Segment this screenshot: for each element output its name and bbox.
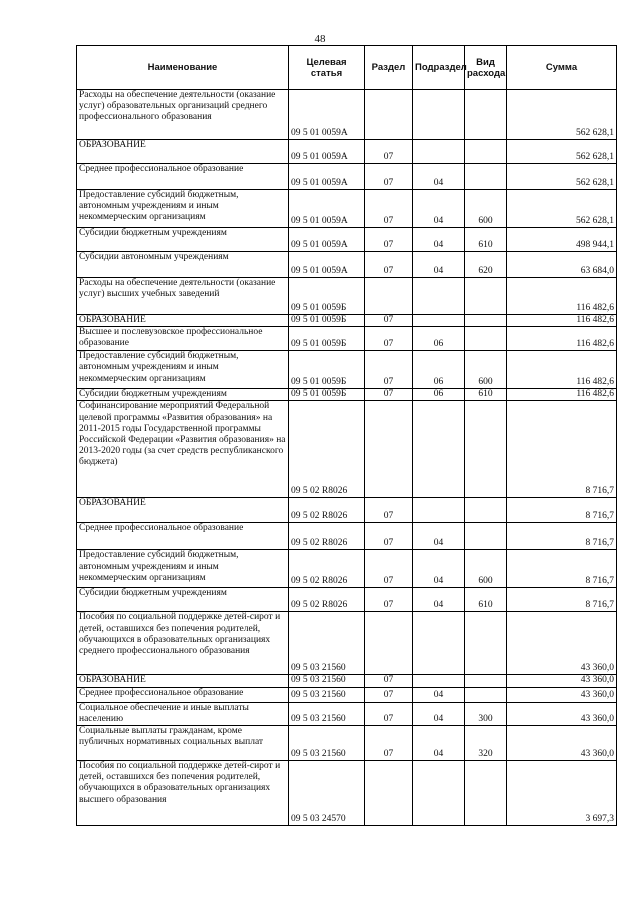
row-subsection: 04 bbox=[413, 190, 465, 228]
row-expense-type: 320 bbox=[465, 726, 507, 761]
row-target: 09 5 01 0059Б bbox=[289, 315, 365, 327]
row-target: 09 5 03 21560 bbox=[289, 702, 365, 725]
row-expense-type bbox=[465, 278, 507, 315]
row-section bbox=[365, 401, 413, 498]
row-subsection: 04 bbox=[413, 164, 465, 190]
table-row bbox=[77, 761, 617, 826]
row-expense-type bbox=[465, 523, 507, 550]
table-row bbox=[77, 90, 617, 140]
row-target: 09 5 01 0059А bbox=[289, 140, 365, 164]
row-expense-type: 600 bbox=[465, 351, 507, 389]
row-expense-type bbox=[465, 90, 507, 140]
row-name: Среднее профессиональное образование bbox=[77, 164, 289, 190]
table-row bbox=[77, 498, 617, 523]
table-row bbox=[77, 401, 617, 498]
row-name: Предоставление субсидий бюджетным, автономным учреждениям и иным некоммерческим организациям bbox=[77, 190, 289, 228]
row-section: 07 bbox=[365, 702, 413, 725]
table-row bbox=[77, 327, 617, 351]
row-name: Расходы на обеспечение деятельности (оказание услуг) образовательных организаций среднего профессионального образования bbox=[77, 90, 289, 140]
row-name: Субсидии автономным учреждениям bbox=[77, 252, 289, 278]
row-sum: 8 716,7 bbox=[507, 401, 617, 498]
table-row bbox=[77, 726, 617, 761]
row-expense-type: 610 bbox=[465, 228, 507, 252]
row-sum: 116 482,6 bbox=[507, 278, 617, 315]
row-sum: 116 482,6 bbox=[507, 327, 617, 351]
row-expense-type bbox=[465, 327, 507, 351]
row-section bbox=[365, 278, 413, 315]
row-expense-type bbox=[465, 675, 507, 687]
row-name: Субсидии бюджетным учреждениям bbox=[77, 389, 289, 401]
row-name: ОБРАЗОВАНИЕ bbox=[77, 675, 289, 687]
row-section: 07 bbox=[365, 252, 413, 278]
table-row bbox=[77, 550, 617, 588]
row-name: Среднее профессиональное образование bbox=[77, 523, 289, 550]
row-target: 09 5 01 0059А bbox=[289, 252, 365, 278]
row-sum: 43 360,0 bbox=[507, 675, 617, 687]
row-target: 09 5 02 R8026 bbox=[289, 498, 365, 523]
row-expense-type: 620 bbox=[465, 252, 507, 278]
row-name: Пособия по социальной поддержке детей-сирот и детей, оставшихся без попечения родителей, обучающихся в образовательных организациях высшего образования bbox=[77, 761, 289, 826]
header-name: Наименование bbox=[77, 46, 289, 90]
row-sum: 3 697,3 bbox=[507, 761, 617, 826]
row-sum: 116 482,6 bbox=[507, 351, 617, 389]
row-target: 09 5 01 0059А bbox=[289, 90, 365, 140]
row-section: 07 bbox=[365, 327, 413, 351]
row-sum: 116 482,6 bbox=[507, 315, 617, 327]
row-name: Пособия по социальной поддержке детей-сирот и детей, оставшихся без попечения родителей, обучающихся в образовательных организациях среднего профессионального образования bbox=[77, 612, 289, 675]
row-target: 09 5 02 R8026 bbox=[289, 401, 365, 498]
row-sum: 116 482,6 bbox=[507, 389, 617, 401]
row-target: 09 5 02 R8026 bbox=[289, 550, 365, 588]
row-subsection: 06 bbox=[413, 389, 465, 401]
table-row bbox=[77, 278, 617, 315]
row-subsection bbox=[413, 675, 465, 687]
row-target: 09 5 02 R8026 bbox=[289, 588, 365, 612]
table-row bbox=[77, 190, 617, 228]
row-name: Предоставление субсидий бюджетным, автономным учреждениям и иным некоммерческим организациям bbox=[77, 550, 289, 588]
row-subsection bbox=[413, 761, 465, 826]
row-name: ОБРАЗОВАНИЕ bbox=[77, 140, 289, 164]
row-name: Софинансирование мероприятий Федеральной целевой программы «Развития образования» на 2011-2015 годы Государственной программы Российской Федерации «Развития образования» на 2013-2020 годы (за счет средств республиканского бюджета) bbox=[77, 401, 289, 498]
row-expense-type bbox=[465, 761, 507, 826]
row-section: 07 bbox=[365, 588, 413, 612]
row-target: 09 5 01 0059Б bbox=[289, 327, 365, 351]
row-subsection: 04 bbox=[413, 687, 465, 702]
row-target: 09 5 01 0059Б bbox=[289, 278, 365, 315]
row-sum: 43 360,0 bbox=[507, 687, 617, 702]
row-sum: 43 360,0 bbox=[507, 702, 617, 725]
table-header-row bbox=[77, 46, 617, 90]
row-section: 07 bbox=[365, 389, 413, 401]
row-name: ОБРАЗОВАНИЕ bbox=[77, 315, 289, 327]
row-subsection: 04 bbox=[413, 702, 465, 725]
row-expense-type: 610 bbox=[465, 588, 507, 612]
row-subsection bbox=[413, 90, 465, 140]
row-section bbox=[365, 612, 413, 675]
table-row bbox=[77, 164, 617, 190]
table-row bbox=[77, 315, 617, 327]
row-subsection: 06 bbox=[413, 327, 465, 351]
row-expense-type bbox=[465, 140, 507, 164]
row-name: Расходы на обеспечение деятельности (оказание услуг) высших учебных заведений bbox=[77, 278, 289, 315]
row-target: 09 5 01 0059А bbox=[289, 228, 365, 252]
row-target: 09 5 03 21560 bbox=[289, 687, 365, 702]
row-subsection: 04 bbox=[413, 252, 465, 278]
row-sum: 562 628,1 bbox=[507, 90, 617, 140]
table-row bbox=[77, 140, 617, 164]
header-expense-type: Вид расхода bbox=[465, 46, 507, 90]
row-target: 09 5 01 0059Б bbox=[289, 389, 365, 401]
row-expense-type bbox=[465, 315, 507, 327]
row-name: Предоставление субсидий бюджетным, автономным учреждениям и иным некоммерческим организациям bbox=[77, 351, 289, 389]
row-subsection: 04 bbox=[413, 588, 465, 612]
table-row bbox=[77, 702, 617, 725]
row-subsection: 04 bbox=[413, 726, 465, 761]
row-expense-type bbox=[465, 164, 507, 190]
row-subsection bbox=[413, 401, 465, 498]
row-section bbox=[365, 90, 413, 140]
table-row bbox=[77, 612, 617, 675]
table-row bbox=[77, 687, 617, 702]
row-section: 07 bbox=[365, 315, 413, 327]
row-name: Высшее и послевузовское профессиональное образование bbox=[77, 327, 289, 351]
row-section: 07 bbox=[365, 687, 413, 702]
row-sum: 8 716,7 bbox=[507, 523, 617, 550]
header-target: Целевая статья bbox=[289, 46, 365, 90]
row-section bbox=[365, 761, 413, 826]
row-expense-type bbox=[465, 612, 507, 675]
row-section: 07 bbox=[365, 498, 413, 523]
row-sum: 562 628,1 bbox=[507, 164, 617, 190]
row-sum: 8 716,7 bbox=[507, 550, 617, 588]
table-row bbox=[77, 675, 617, 687]
row-name: Социальное обеспечение и иные выплаты населению bbox=[77, 702, 289, 725]
row-section: 07 bbox=[365, 351, 413, 389]
row-section: 07 bbox=[365, 228, 413, 252]
row-subsection bbox=[413, 612, 465, 675]
row-name: Среднее профессиональное образование bbox=[77, 687, 289, 702]
row-sum: 562 628,1 bbox=[507, 140, 617, 164]
row-name: Субсидии бюджетным учреждениям bbox=[77, 588, 289, 612]
table-row bbox=[77, 351, 617, 389]
table-row bbox=[77, 252, 617, 278]
row-expense-type: 300 bbox=[465, 702, 507, 725]
row-section: 07 bbox=[365, 140, 413, 164]
row-sum: 43 360,0 bbox=[507, 612, 617, 675]
row-target: 09 5 03 24570 bbox=[289, 761, 365, 826]
table-row bbox=[77, 228, 617, 252]
row-expense-type: 610 bbox=[465, 389, 507, 401]
row-target: 09 5 02 R8026 bbox=[289, 523, 365, 550]
table-row bbox=[77, 588, 617, 612]
row-name: Субсидии бюджетным учреждениям bbox=[77, 228, 289, 252]
page-number: 48 bbox=[314, 33, 326, 45]
row-expense-type bbox=[465, 687, 507, 702]
row-section: 07 bbox=[365, 190, 413, 228]
row-name: ОБРАЗОВАНИЕ bbox=[77, 498, 289, 523]
row-subsection: 06 bbox=[413, 351, 465, 389]
row-subsection: 04 bbox=[413, 523, 465, 550]
row-name: Социальные выплаты гражданам, кроме публичных нормативных социальных выплат bbox=[77, 726, 289, 761]
table-row bbox=[77, 389, 617, 401]
row-sum: 562 628,1 bbox=[507, 190, 617, 228]
row-subsection: 04 bbox=[413, 228, 465, 252]
row-sum: 8 716,7 bbox=[507, 588, 617, 612]
row-section: 07 bbox=[365, 523, 413, 550]
row-expense-type bbox=[465, 498, 507, 523]
row-subsection bbox=[413, 315, 465, 327]
row-subsection: 04 bbox=[413, 550, 465, 588]
row-target: 09 5 01 0059А bbox=[289, 190, 365, 228]
row-sum: 498 944,1 bbox=[507, 228, 617, 252]
header-sum: Сумма bbox=[507, 46, 617, 90]
table-body bbox=[77, 90, 617, 826]
row-sum: 8 716,7 bbox=[507, 498, 617, 523]
row-expense-type: 600 bbox=[465, 190, 507, 228]
row-sum: 63 684,0 bbox=[507, 252, 617, 278]
table-row bbox=[77, 523, 617, 550]
row-section: 07 bbox=[365, 675, 413, 687]
row-expense-type: 600 bbox=[465, 550, 507, 588]
header-subsection: Подраздел bbox=[413, 46, 465, 90]
row-section: 07 bbox=[365, 550, 413, 588]
budget-table bbox=[76, 45, 617, 826]
row-subsection bbox=[413, 498, 465, 523]
row-target: 09 5 03 21560 bbox=[289, 675, 365, 687]
row-target: 09 5 01 0059Б bbox=[289, 351, 365, 389]
row-subsection bbox=[413, 278, 465, 315]
row-section: 07 bbox=[365, 164, 413, 190]
row-sum: 43 360,0 bbox=[507, 726, 617, 761]
row-target: 09 5 01 0059А bbox=[289, 164, 365, 190]
row-subsection bbox=[413, 140, 465, 164]
row-target: 09 5 03 21560 bbox=[289, 726, 365, 761]
row-section: 07 bbox=[365, 726, 413, 761]
row-target: 09 5 03 21560 bbox=[289, 612, 365, 675]
row-expense-type bbox=[465, 401, 507, 498]
header-section: Раздел bbox=[365, 46, 413, 90]
